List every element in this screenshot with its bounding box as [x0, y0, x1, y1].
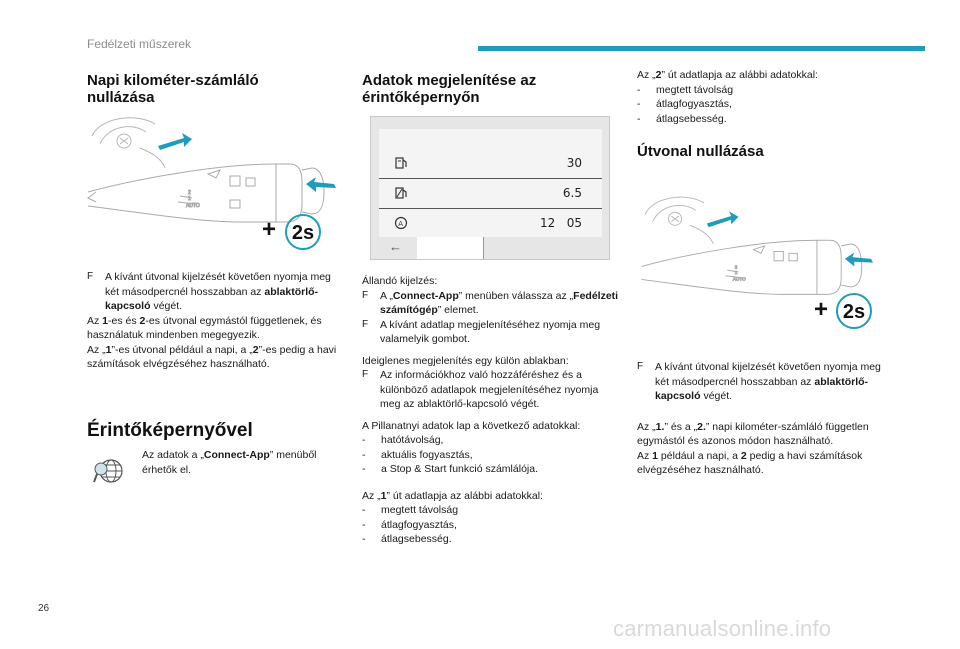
stop-start-icon — [394, 216, 408, 230]
stalk-body — [88, 164, 324, 222]
hold-2s-badge: 2s — [285, 214, 321, 250]
perm-bullet-2: F A kívánt adatlap megjelenítéséhez nyomja meg valamelyik gombot. — [362, 318, 601, 345]
bullet-marker: F — [87, 271, 94, 282]
plus-sign-2: + — [814, 296, 829, 323]
trip2-block: Az „2” út adatlapja az alábbi adatokkal: - megtett távolság - átlagfogyasztás, - átlagsebesség. — [637, 68, 887, 126]
svg-text:1: 1 — [734, 269, 738, 275]
svg-text:A: A — [398, 220, 403, 228]
range-icon — [394, 156, 408, 170]
trip-computer-screen — [370, 116, 610, 260]
screen-row-stop-start: A 12 05 — [379, 209, 602, 239]
col2-body: Állandó kijelzés: F A „Connect-App” menüben válassza az „Fedélzeti számítógép” elemet. F A kívánt adatlap megjelenítéséhez nyomja meg valamelyik gombot. Ideiglenes megjelenítés egy külön ablakban: F Az információkhoz való hozzáféréshez és a különböző adatlapok megjelenítéséhez nyomja meg az ablaktörlő-kapcsoló végét. A Pillanatnyi adatok lap a következő adatokkal: - hatótávolság, - aktuális fogyasztás, - a Stop & Start funkció számlálója. Az „1” út adatlapja az alábbi adatokkal: - megtett távolság - átlagfogyasztás, - átlagsebesség. — [362, 275, 619, 545]
page-number: 26 — [38, 603, 50, 614]
trip2-item-3: - átlagsebesség. — [637, 112, 727, 125]
perm-bullet-1: F A „Connect-App” menüben válassza az „Fedélzeti számítógép” elemet. — [362, 289, 619, 316]
stalk-arrow-top — [158, 133, 192, 150]
trip2-item-1: - megtett távolság — [637, 83, 734, 96]
back-arrow-icon: ← — [389, 239, 402, 254]
col1-bullet: F A kívánt útvonal kijelzését követően nyomja meg két másodpercnél hosszabban az ablaktörlő-kapcsoló végét. — [87, 271, 331, 312]
section-accent-bar — [478, 46, 925, 51]
svg-text:1: 1 — [188, 196, 191, 202]
heading-touchscreen-display: Adatok megjelenítése az érintőképernyőn — [362, 72, 537, 106]
screen-row-range: 30 — [379, 149, 602, 179]
screen-tab-bar — [371, 237, 609, 259]
instant-item-2: - aktuális fogyasztás, — [362, 448, 473, 461]
screen-back-tab[interactable] — [371, 237, 418, 259]
steering-wheel-icon-2 — [645, 197, 713, 244]
svg-text:AUTO: AUTO — [186, 203, 200, 209]
col3-bullet: F A kívánt útvonal kijelzését követően nyomja meg két másodpercnél hosszabban az ablaktörlő-kapcsoló végét. — [637, 361, 881, 402]
connect-app-globe-icon — [92, 458, 126, 486]
heading-trip-reset: Útvonal nullázása — [637, 143, 764, 160]
svg-text:2: 2 — [188, 190, 191, 196]
screen-tab-other[interactable] — [484, 237, 609, 259]
heading-daily-trip-reset: Napi kilométer-számláló nullázása — [87, 72, 259, 106]
heading-touchscreen: Érintőképernyővel — [87, 420, 253, 441]
fuel-consumption-icon — [394, 186, 408, 200]
touch-text: Az adatok a „Connect-App” menüből érhetők el. — [142, 449, 317, 476]
trip1-item-2: - átlagfogyasztás, — [362, 518, 457, 531]
plus-sign: + — [262, 216, 277, 243]
col1-body: F A kívánt útvonal kijelzését követően nyomja meg két másodpercnél hosszabban az ablaktörlő-kapcsoló végét. Az 1-es és 2-es útvonal egymástól függetlenek, és használatuk mindenben megegyezik. Az „1”-es útvonal például a napi, a „2”-es pedig a havi számítások elvégzéséhez használható. — [87, 270, 345, 372]
trip2-item-2: - átlagfogyasztás, — [637, 98, 732, 110]
screen-row-consumption: 6.5 — [379, 179, 602, 209]
svg-text:2: 2 — [734, 264, 738, 270]
screen-tab-active[interactable] — [417, 237, 484, 259]
section-title: Fedélzeti műszerek — [87, 37, 192, 51]
trip1-item-3: - átlagsebesség. — [362, 533, 452, 545]
col3-body: F A kívánt útvonal kijelzését követően nyomja meg két másodpercnél hosszabban az ablaktörlő-kapcsoló végét. Az „1.” és a „2.” napi kilométer-számláló független egymástól és azonos módon használható. Az 1 például a napi, a 2 pedig a havi számítások elvégzéséhez használható. — [637, 360, 892, 478]
instant-item-1: - hatótávolság, — [362, 434, 444, 446]
temp-bullet: F Az információkhoz való hozzáféréshez és a különböző adatlapok megjelenítéséhez nyomja meg az ablaktörlő-kapcsoló végét. — [362, 369, 599, 410]
instant-item-3: - a Stop & Start funkció számlálója. — [362, 463, 538, 475]
hold-2s-badge-2: 2s — [836, 293, 872, 329]
trip1-item-1: - megtett távolság — [362, 504, 459, 516]
watermark: carmanualsonline.info — [613, 616, 832, 641]
stalk-arrow-end — [306, 177, 336, 192]
steering-wheel-icon — [92, 118, 165, 168]
svg-text:AUTO: AUTO — [732, 276, 746, 282]
